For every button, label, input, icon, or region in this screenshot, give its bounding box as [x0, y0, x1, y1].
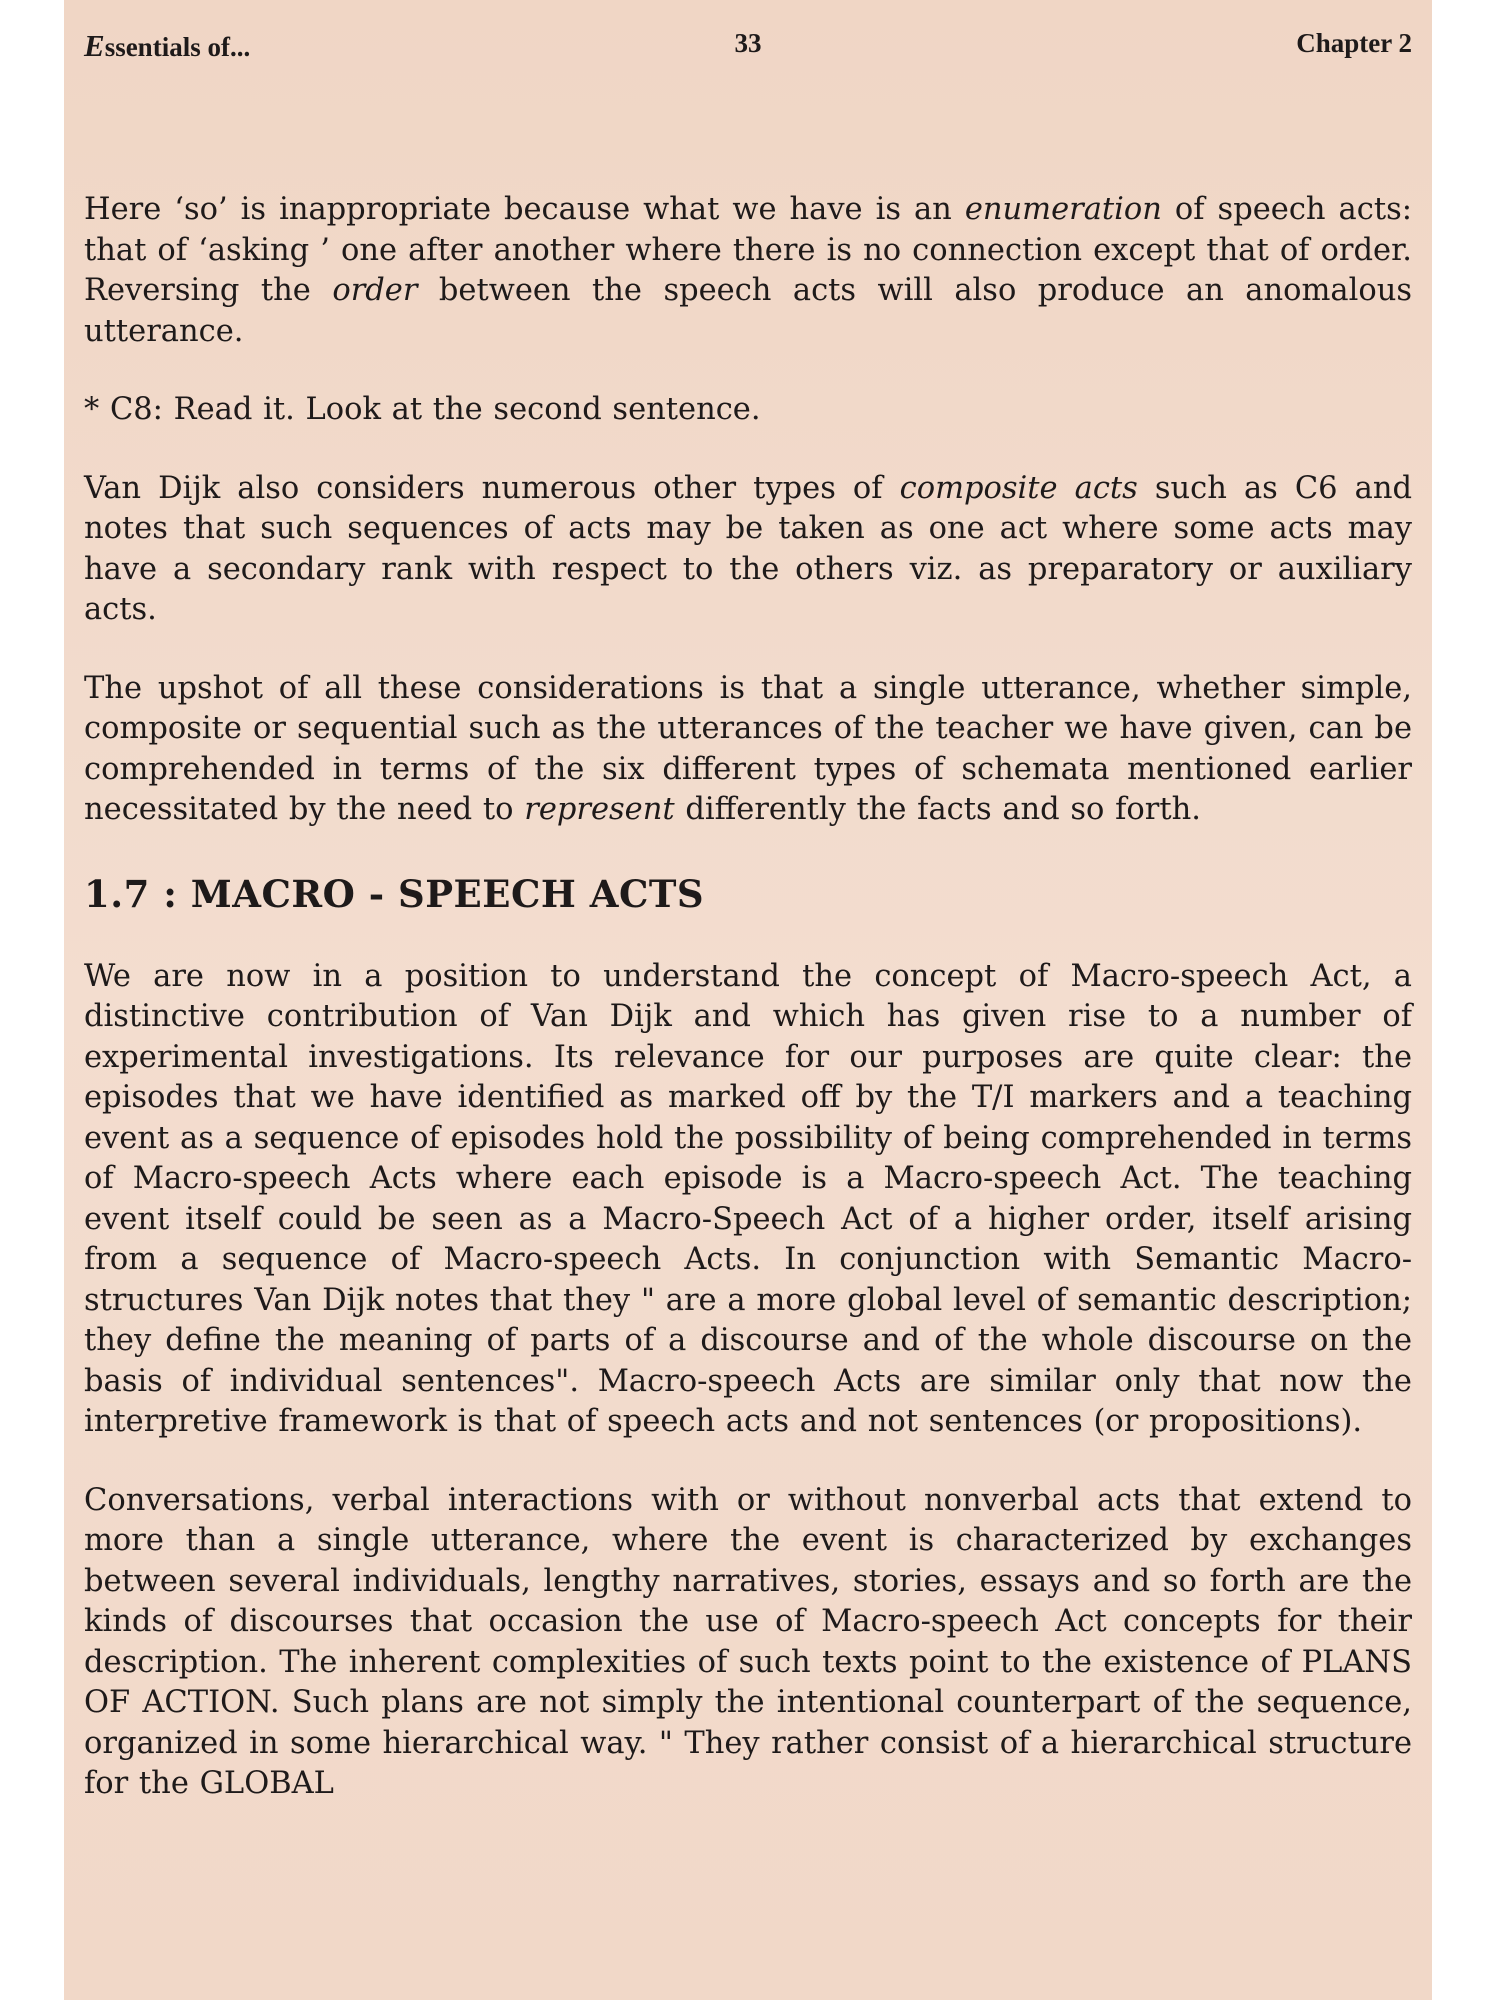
chapter-label: Chapter 2 [1296, 28, 1412, 58]
paragraph-1: Here ‘so’ is inappropriate because what we have is an enumeration of speech acts: that of ‘asking ’ one after another where there is no connection except that of order. Reversing the order between the speech acts will also produce an anomalous utterance. [84, 192, 1413, 349]
book-title: Essentials of... [84, 28, 251, 63]
paragraph-3: Van Dijk also considers numerous other types of composite acts such as C6 and notes that such sequences of acts may be taken as one act where some acts may have a secondary rank with respect to the others viz. as preparatory or auxiliary acts. [84, 470, 1412, 627]
page-number: 33 [734, 28, 762, 58]
paragraph-6: Conversations, verbal interactions with or without nonverbal acts that extend to more than a single utterance, where the event is characterized by exchanges between several individuals, lengthy narratives, stories, essays and so forth are the kinds of discourses that occasion the use of Macro-speech Act concepts for their description. The inherent complexities of such texts point to the existence of PLANS OF ACTION. Such plans are not simply the intentional counterpart of the sequence, organized in some hierarchical way. " They rather consist of a hierarchical structure for the GLOBAL [84, 1482, 1412, 1801]
section-heading: 1.7 : MACRO - SPEECH ACTS [84, 871, 705, 916]
page-body [84, 190, 1412, 1805]
paragraph-2: * C8: Read it. Look at the second sentence. [84, 392, 761, 427]
paragraph-5: We are now in a position to understand the concept of Macro-speech Act, a distinctive contribution of Van Dijk and which has given rise to a number of experimental investigations. Its relevance for our purposes are quite clear: the episodes that we have identified as marked off by the T/I markers and a teaching event as a sequence of episodes hold the possibility of being comprehended in terms of Macro-speech Acts where each episode is a Macro-speech Act. The teaching event itself could be seen as a Macro-Speech Act of a higher order, itself arising from a sequence of Macro-speech Acts. In conjunction with Semantic Macro-structures Van Dijk notes that they " are a more global level of semantic description; they define the meaning of parts of a discourse and of the whole discourse on the basis of individual sentences". Macro-speech Acts are similar only that now the interpretive framework is that of speech acts and not sentences (or propositions). [84, 958, 1412, 1439]
running-head [84, 28, 1412, 68]
paragraph-4: The upshot of all these considerations is that a single utterance, whether simple, composite or sequential such as the utterances of the teacher we have given, can be comprehended in terms of the six different types of schemata mentioned earlier necessitated by the need to represent differently the facts and so forth. [84, 670, 1412, 827]
book-page [64, 0, 1432, 2000]
